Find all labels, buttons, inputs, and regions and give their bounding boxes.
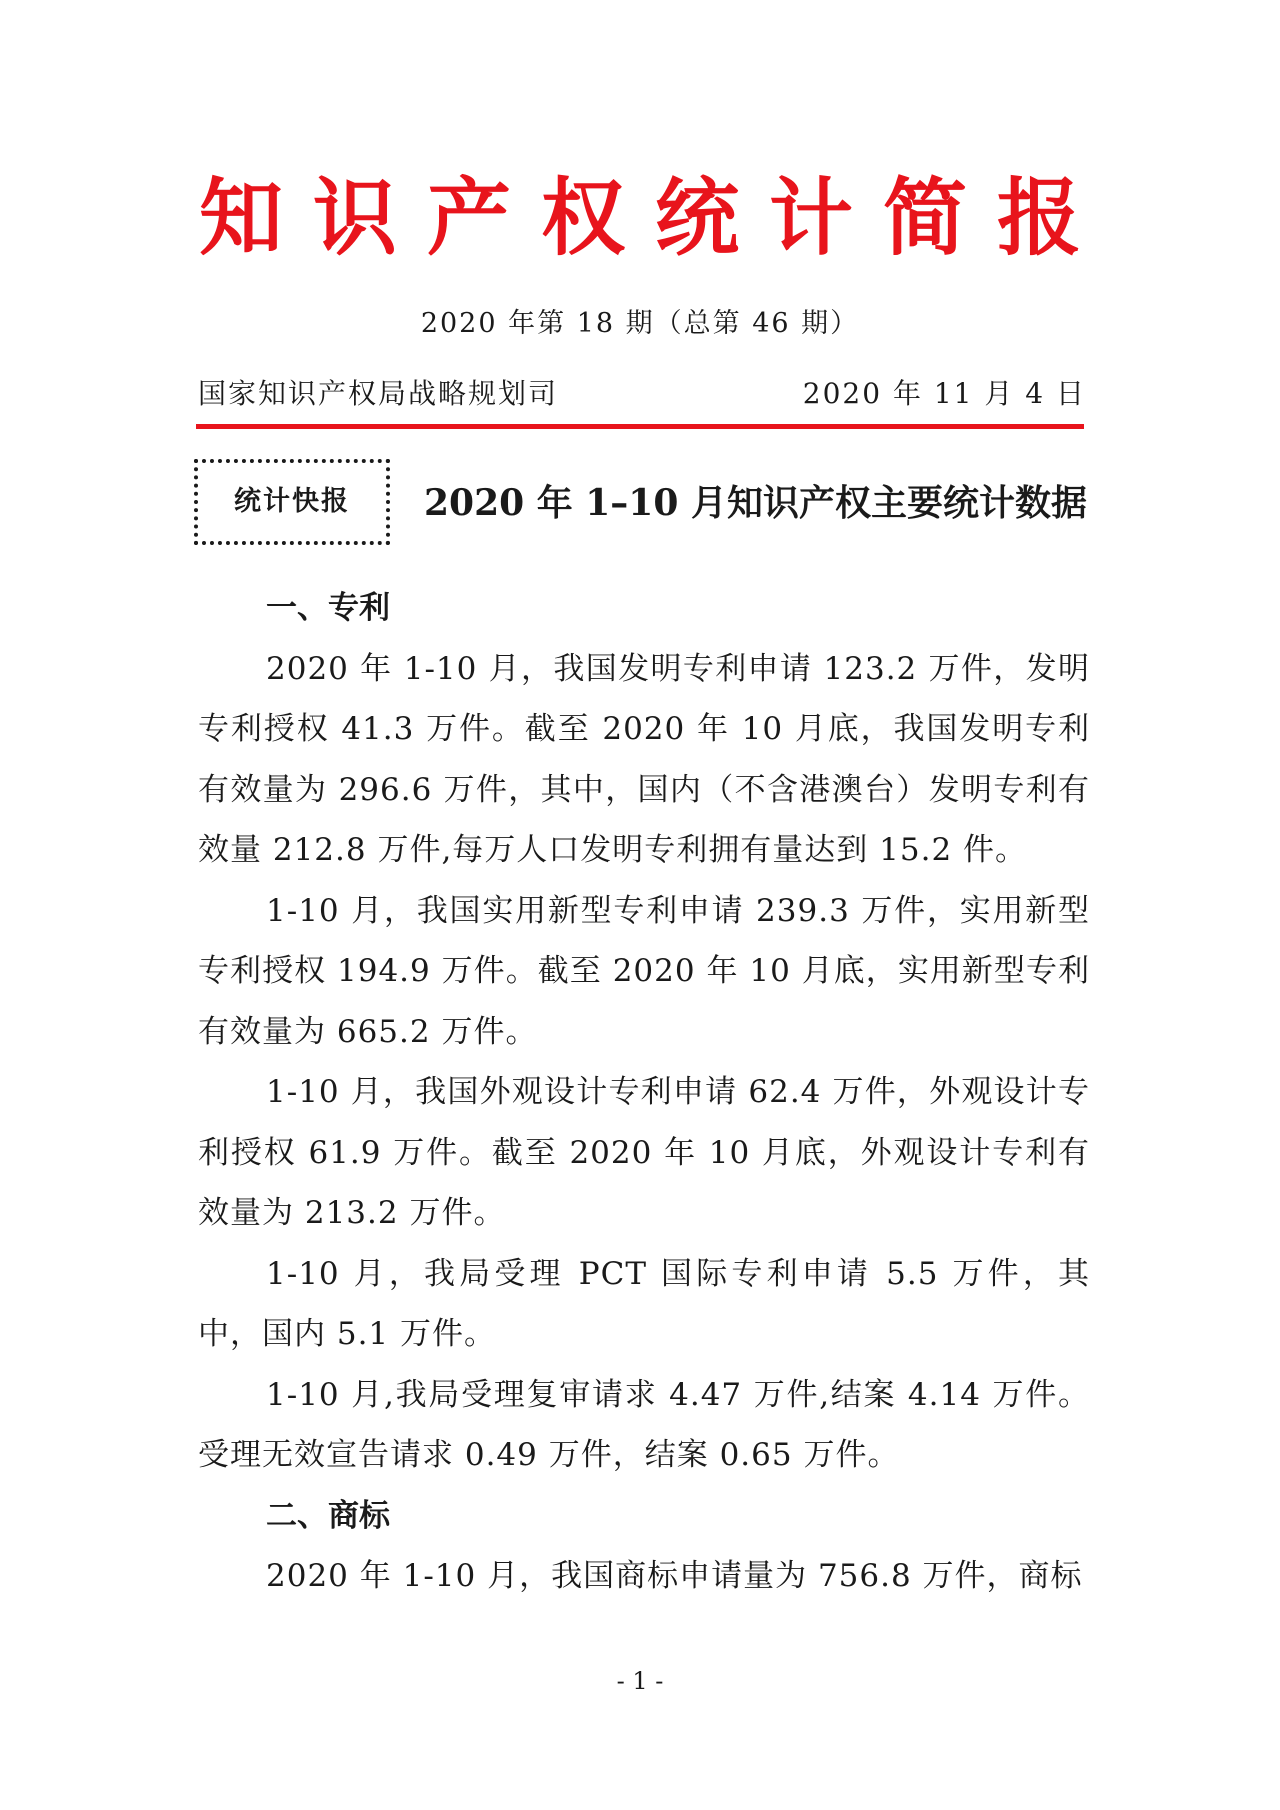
paragraph-utility-models: 1-10 月，我国实用新型专利申请 239.3 万件，实用新型专利授权 194.9 万件。截至 2020 年 10 月底，实用新型专利有效量为 665.2 万件。 [198, 892, 1090, 1050]
bulletin-title: 2020 年 1–10 月知识产权主要统计数据 [424, 482, 1087, 524]
section-heading-patents: 一、专利 [266, 590, 390, 626]
issuing-organization: 国家知识产权局战略规划司 [198, 377, 559, 410]
bulletin-masthead: 知识产权统计简报 [198, 168, 1111, 267]
paragraph-design-patents: 1-10 月，我国外观设计专利申请 62.4 万件，外观设计专利授权 61.9 万件。截至 2020 年 10 月底，外观设计专利有效量为 213.2 万件。 [198, 1074, 1090, 1231]
red-divider-rule [196, 424, 1084, 429]
paragraph-reexamination: 1-10 月,我局受理复审请求 4.47 万件,结案 4.14 万件。受理无效宣告请求 0.49 万件，结案 0.65 万件。 [198, 1376, 1090, 1473]
publication-meta-row [198, 372, 1086, 416]
page-number: - 1 - [616, 1667, 664, 1695]
section-heading-trademarks: 二、商标 [266, 1497, 390, 1534]
category-badge: 统计快报 [194, 459, 390, 545]
paragraph-trademark-applications: 2020 年 1-10 月，我国商标申请量为 756.8 万件，商标 [266, 1558, 1083, 1594]
publication-date: 2020 年 11 月 4 日 [802, 377, 1086, 410]
paragraph-invention-patents: 2020 年 1-10 月，我国发明专利申请 123.2 万件，发明专利授权 41.3 万件。截至 2020 年 10 月底，我国发明专利有效量为 296.6 万件，其中，国内（不含港澳台）发明专利有效量 212.8 万件,每万人口发明专利拥有量达到 15.2 件。 [198, 650, 1090, 868]
paragraph-pct-applications: 1-10 月，我局受理 PCT 国际专利申请 5.5 万件，其中，国内 5.1 万件。 [198, 1255, 1090, 1352]
issue-number: 2020 年第 18 期（总第 46 期） [420, 308, 860, 339]
document-body [198, 578, 1090, 1607]
